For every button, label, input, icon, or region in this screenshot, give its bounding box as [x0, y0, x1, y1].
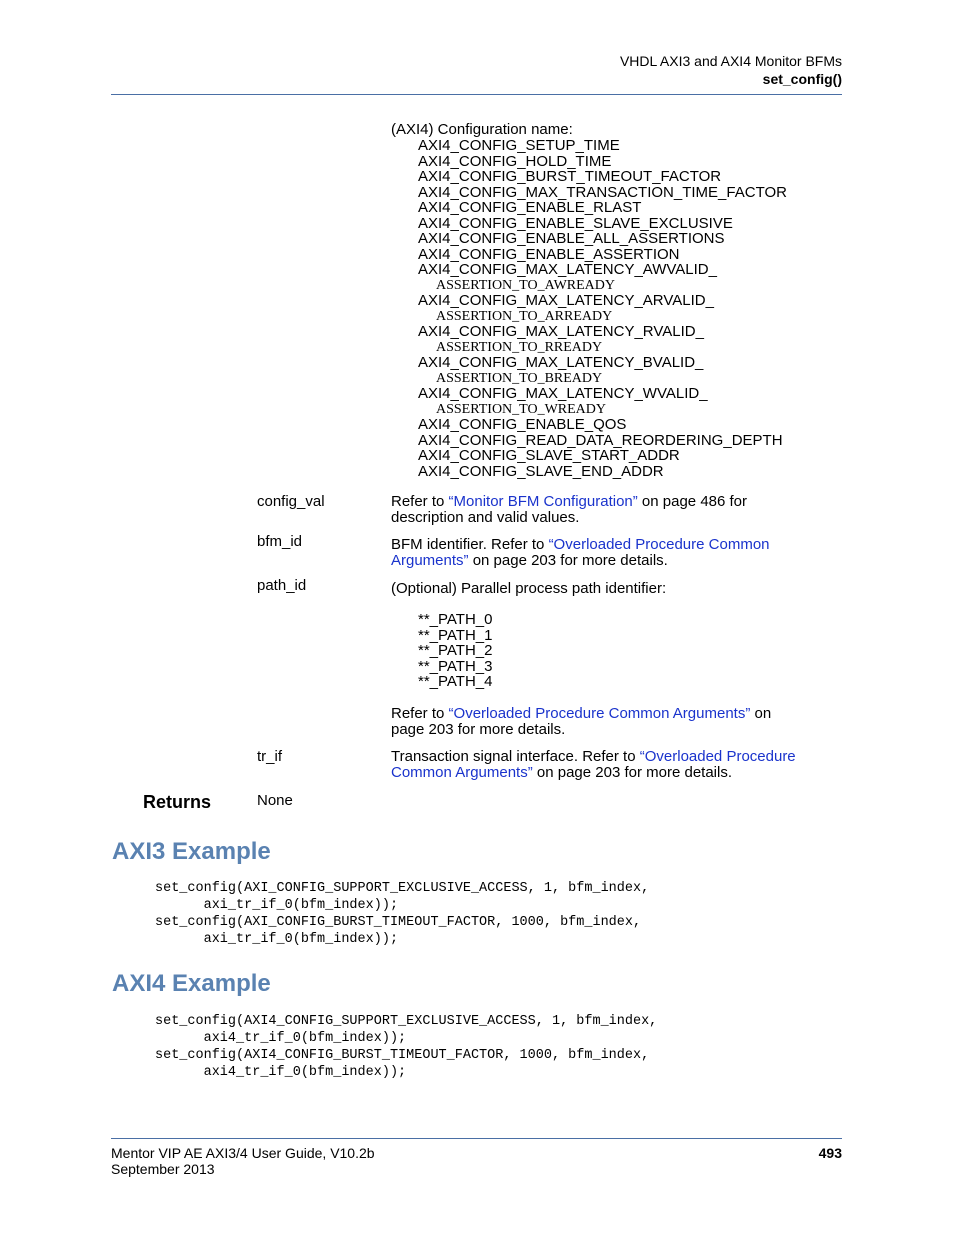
axi4-example-heading: AXI4 Example	[112, 970, 271, 997]
code-line: set_config(AXI_CONFIG_SUPPORT_EXCLUSIVE_ACCESS, 1, bfm_index,	[155, 881, 650, 896]
config-name-item-continuation: ASSERTION_TO_AWREADY	[436, 277, 615, 293]
footer-page-number: 493	[818, 1145, 842, 1161]
config-name-item: AXI4_CONFIG_MAX_LATENCY_BVALID_	[418, 354, 704, 371]
config-name-item: AXI4_CONFIG_SLAVE_END_ADDR	[418, 462, 664, 480]
config-name-item: AXI4_CONFIG_ENABLE_SLAVE_EXCLUSIVE	[418, 214, 733, 232]
path-id-refer-post: on	[750, 705, 772, 722]
path-id-item: **_PATH_0	[418, 611, 493, 628]
code-line: set_config(AXI4_CONFIG_BURST_TIMEOUT_FACTOR, 1000, bfm_index,	[155, 1048, 650, 1063]
config-val-text-line2: description and valid values.	[391, 509, 580, 526]
config-name-item: AXI4_CONFIG_SETUP_TIME	[418, 137, 620, 154]
link-monitor-bfm-configuration[interactable]: “Monitor BFM Configuration”	[448, 493, 638, 510]
config-name-item: AXI4_CONFIG_MAX_TRANSACTION_TIME_FACTOR	[418, 183, 787, 201]
arg-label-tr-if: tr_if	[257, 748, 283, 765]
bfm-id-text-post: on page 203 for more details.	[468, 552, 668, 569]
code-line: axi4_tr_if_0(bfm_index));	[155, 1065, 407, 1080]
config-name-item: AXI4_CONFIG_ENABLE_ASSERTION	[418, 245, 680, 263]
config-name-item: AXI4_CONFIG_READ_DATA_REORDERING_DEPTH	[418, 431, 783, 449]
config-name-item: AXI4_CONFIG_BURST_TIMEOUT_FACTOR	[418, 168, 722, 185]
path-id-item: **_PATH_1	[418, 626, 493, 644]
code-line: axi4_tr_if_0(bfm_index));	[155, 1031, 407, 1046]
link-overloaded-procedure-common-arguments-1a[interactable]: “Overloaded Procedure Common	[548, 536, 770, 553]
path-id-intro: (Optional) Parallel process path identifier:	[391, 580, 667, 597]
link-overloaded-procedure-common-arguments-1b[interactable]: Arguments”	[391, 552, 469, 569]
bfm-id-text: BFM identifier. Refer to	[391, 536, 549, 553]
path-id-refer	[391, 706, 821, 738]
config-name-item: AXI4_CONFIG_MAX_LATENCY_WVALID_	[418, 385, 708, 402]
arg-label-bfm-id: bfm_id	[257, 533, 303, 550]
code-line: axi_tr_if_0(bfm_index));	[155, 898, 399, 913]
footer-date: September 2013	[111, 1161, 215, 1177]
arg-label-path-id: path_id	[257, 577, 307, 594]
config-name-item: AXI4_CONFIG_MAX_LATENCY_AWVALID_	[418, 261, 717, 278]
link-overloaded-procedure-3a[interactable]: “Overloaded Procedure	[639, 748, 796, 765]
path-id-list	[418, 612, 492, 690]
code-line: axi_tr_if_0(bfm_index));	[155, 932, 399, 947]
path-id-item: **_PATH_3	[418, 657, 493, 675]
config-name-item-continuation: ASSERTION_TO_ARREADY	[436, 308, 613, 324]
config-val-text: Refer to	[391, 493, 449, 510]
config-name-list	[418, 138, 787, 479]
config-name-item: AXI4_CONFIG_SLAVE_START_ADDR	[418, 447, 680, 464]
running-header-title: VHDL AXI3 and AXI4 Monitor BFMs	[619, 53, 842, 69]
returns-heading: Returns	[143, 792, 212, 812]
config-name-item: AXI4_CONFIG_HOLD_TIME	[418, 152, 612, 170]
config-name-item: AXI4_CONFIG_ENABLE_RLAST	[418, 199, 642, 216]
config-name-item: AXI4_CONFIG_ENABLE_ALL_ASSERTIONS	[418, 230, 725, 247]
path-id-item: **_PATH_2	[418, 642, 493, 659]
tr-if-text-post: on page 203 for more details.	[532, 764, 733, 781]
footer-guide-title: Mentor VIP AE AXI3/4 User Guide, V10.2b	[111, 1145, 375, 1161]
config-val-text-mid: on page 486 for	[637, 493, 748, 510]
config-name-item-continuation: ASSERTION_TO_BREADY	[436, 370, 603, 386]
header-rule	[111, 94, 842, 95]
arg-label-config-val: config_val	[257, 493, 325, 510]
arg-desc-bfm-id	[391, 537, 821, 569]
config-name-item: AXI4_CONFIG_ENABLE_QOS	[418, 416, 627, 433]
tr-if-text: Transaction signal interface. Refer to	[391, 748, 640, 765]
axi3-code-block	[155, 880, 649, 948]
path-id-item: **_PATH_4	[418, 673, 493, 690]
config-name-item-continuation: ASSERTION_TO_WREADY	[436, 401, 607, 417]
link-common-arguments-3b[interactable]: Common Arguments”	[391, 764, 533, 781]
footer-rule	[111, 1138, 842, 1139]
link-overloaded-procedure-common-arguments-2[interactable]: “Overloaded Procedure Common Arguments”	[448, 705, 751, 722]
arg-desc-config-val	[391, 494, 821, 526]
config-name-item: AXI4_CONFIG_MAX_LATENCY_ARVALID_	[418, 292, 714, 309]
config-name-item-continuation: ASSERTION_TO_RREADY	[436, 339, 603, 355]
path-id-refer-text: Refer to	[391, 705, 449, 722]
arg-desc-tr-if	[391, 749, 831, 781]
code-line: set_config(AXI_CONFIG_BURST_TIMEOUT_FACTOR, 1000, bfm_index,	[155, 915, 642, 930]
axi3-example-heading: AXI3 Example	[112, 838, 271, 865]
axi4-code-block	[155, 1013, 657, 1081]
code-line: set_config(AXI4_CONFIG_SUPPORT_EXCLUSIVE_ACCESS, 1, bfm_index,	[155, 1014, 658, 1029]
config-name-item: AXI4_CONFIG_MAX_LATENCY_RVALID_	[418, 323, 704, 340]
path-id-refer-line2: page 203 for more details.	[391, 721, 566, 738]
running-header-subtitle: set_config()	[762, 71, 842, 87]
config-name-intro: (AXI4) Configuration name:	[391, 121, 573, 138]
returns-value: None	[257, 792, 293, 809]
